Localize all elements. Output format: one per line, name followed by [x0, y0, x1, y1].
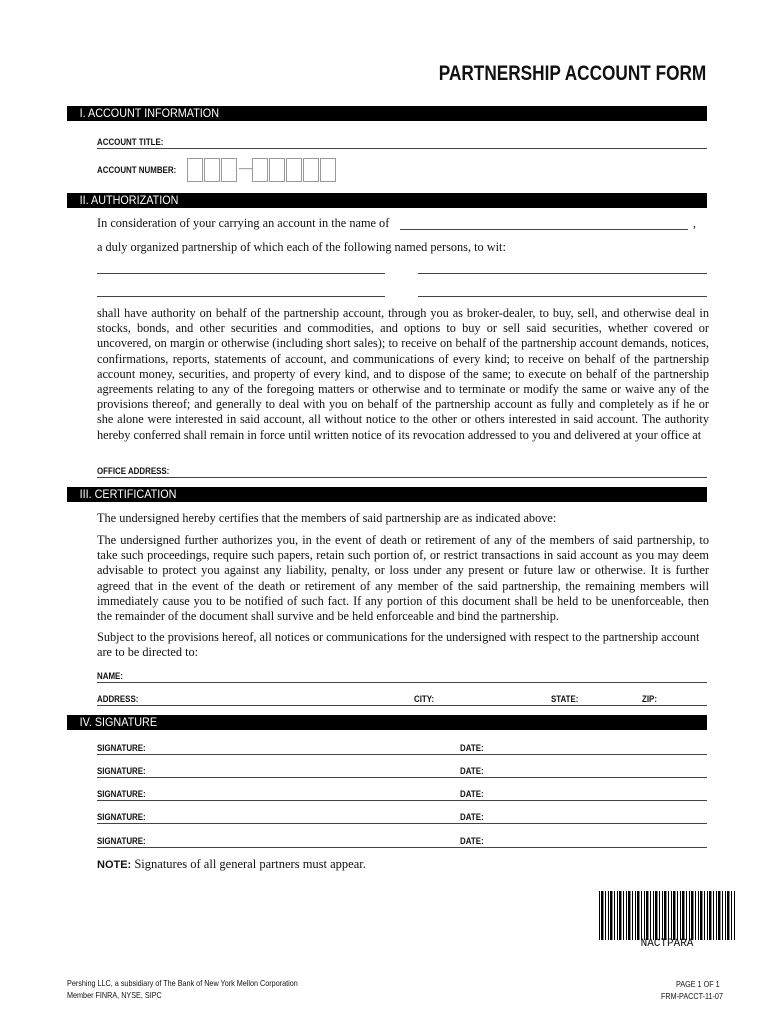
section-authorization [67, 193, 707, 208]
name-label: NAME: [97, 671, 123, 681]
state-label: STATE: [551, 694, 579, 704]
note-label: NOTE: [97, 859, 132, 871]
address-field[interactable] [97, 705, 707, 706]
signature-note [97, 857, 366, 872]
barcode [599, 891, 735, 940]
footer-form-number: FRM-PACCT-11-07 [661, 991, 723, 1001]
signature-field[interactable] [97, 847, 707, 848]
note-text: Signatures of all general partners must appear. [131, 857, 366, 871]
office-address-label: OFFICE ADDRESS: [97, 466, 170, 476]
certification-p2: The undersigned further authorizes you, in the event of death or retirement of any of the members of said partnership, to take such proceedings, require such papers, retain such portion of, or restrict transactions in said account as you may deem advisable to protect you against any liability, penalty, or loss under any present or future law or otherwise. It is further agreed that in the event of the death or retirement of any member of the said partnership, the remaining members will immediately cause you to be notified of such fact. If any portion of this document shall be held to be unenforceable, then the remainder of the document shall survive and be held enforceable and bind the partnership. [97, 533, 709, 624]
date-label: DATE: [460, 789, 484, 799]
account-number-box[interactable] [286, 158, 302, 182]
account-title-field[interactable] [97, 148, 707, 149]
signature-label: SIGNATURE: [97, 766, 146, 776]
section-signature [67, 715, 707, 730]
partner-name-field[interactable] [97, 273, 385, 274]
zip-label: ZIP: [642, 694, 657, 704]
signature-label: SIGNATURE: [97, 789, 146, 799]
section-certification [67, 487, 707, 502]
account-number-box[interactable] [187, 158, 203, 182]
authorization-paragraph: shall have authority on behalf of the partnership account, through you as broker-dealer, to buy, sell, and otherwise deal in stocks, bonds, and other securities and commodities, and options to buy or sell said securities, whether covered or uncovered, on margin or otherwise (including short sales); to receive on behalf of the partnership account demands, notices, confirmations, reports, statements of account, and communications of every kind; to receive on behalf of the partnership account money, securities, and property of every kind, and to dispose of the same; to execute on behalf of the partnership agreements relating to any of the foregoing matters or otherwise and to terminate or modify the same or waive any of the provisions thereof; and generally to deal with you on behalf of the partnership account as fully and completely as if he or she alone were interested in said account, all without notice to the other or others interested in said account. The authority hereby conferred shall remain in force until written notice of its revocation addressed to you and delivered at your office at [97, 306, 709, 442]
signature-field[interactable] [97, 754, 707, 755]
signature-field[interactable] [97, 823, 707, 824]
footer-company: Pershing LLC, a subsidiary of The Bank of New York Mellon Corporation [67, 978, 298, 988]
account-number-dash: — [239, 160, 252, 175]
signature-label: SIGNATURE: [97, 836, 146, 846]
partner-name-field[interactable] [418, 273, 707, 274]
partner-name-field[interactable] [418, 296, 707, 297]
section-heading: IV. SIGNATURE [79, 715, 158, 729]
signature-label: SIGNATURE: [97, 743, 146, 753]
section-heading: II. AUTHORIZATION [79, 193, 179, 207]
signature-field[interactable] [97, 777, 707, 778]
signature-label: SIGNATURE: [97, 812, 146, 822]
partner-name-field[interactable] [97, 296, 385, 297]
account-number-box[interactable] [269, 158, 285, 182]
office-address-field[interactable] [97, 477, 707, 478]
name-field[interactable] [97, 682, 707, 683]
date-label: DATE: [460, 836, 484, 846]
account-title-label: ACCOUNT TITLE: [97, 137, 164, 147]
account-number-box[interactable] [221, 158, 237, 182]
footer-member: Member FINRA, NYSE, SIPC [67, 990, 162, 1000]
comma: , [693, 216, 696, 230]
account-number-box[interactable] [320, 158, 336, 182]
account-number-box[interactable] [303, 158, 319, 182]
date-label: DATE: [460, 743, 484, 753]
date-label: DATE: [460, 812, 484, 822]
partnership-name-field[interactable] [400, 229, 688, 230]
account-number-box[interactable] [252, 158, 268, 182]
section-account-information [67, 106, 707, 121]
account-number-label: ACCOUNT NUMBER: [97, 165, 177, 175]
certification-p3: Subject to the provisions hereof, all notices or communications for the undersigned with respect to the partnership account are to be directed to: [97, 630, 700, 660]
authorization-line2: a duly organized partnership of which each of the following named persons, to wit: [97, 240, 506, 254]
date-label: DATE: [460, 766, 484, 776]
form-title: PARTNERSHIP ACCOUNT FORM [438, 62, 706, 85]
section-heading: I. ACCOUNT INFORMATION [79, 106, 220, 120]
certification-p1: The undersigned hereby certifies that the members of said partnership are as indicated above: [97, 511, 557, 525]
account-number-box[interactable] [204, 158, 220, 182]
footer-page: PAGE 1 OF 1 [676, 979, 720, 989]
authorization-line1: In consideration of your carrying an account in the name of [97, 216, 390, 230]
signature-field[interactable] [97, 800, 707, 801]
section-heading: III. CERTIFICATION [79, 487, 177, 501]
barcode-text: NACTPARA [640, 938, 694, 950]
city-label: CITY: [414, 694, 435, 704]
address-label: ADDRESS: [97, 694, 139, 704]
